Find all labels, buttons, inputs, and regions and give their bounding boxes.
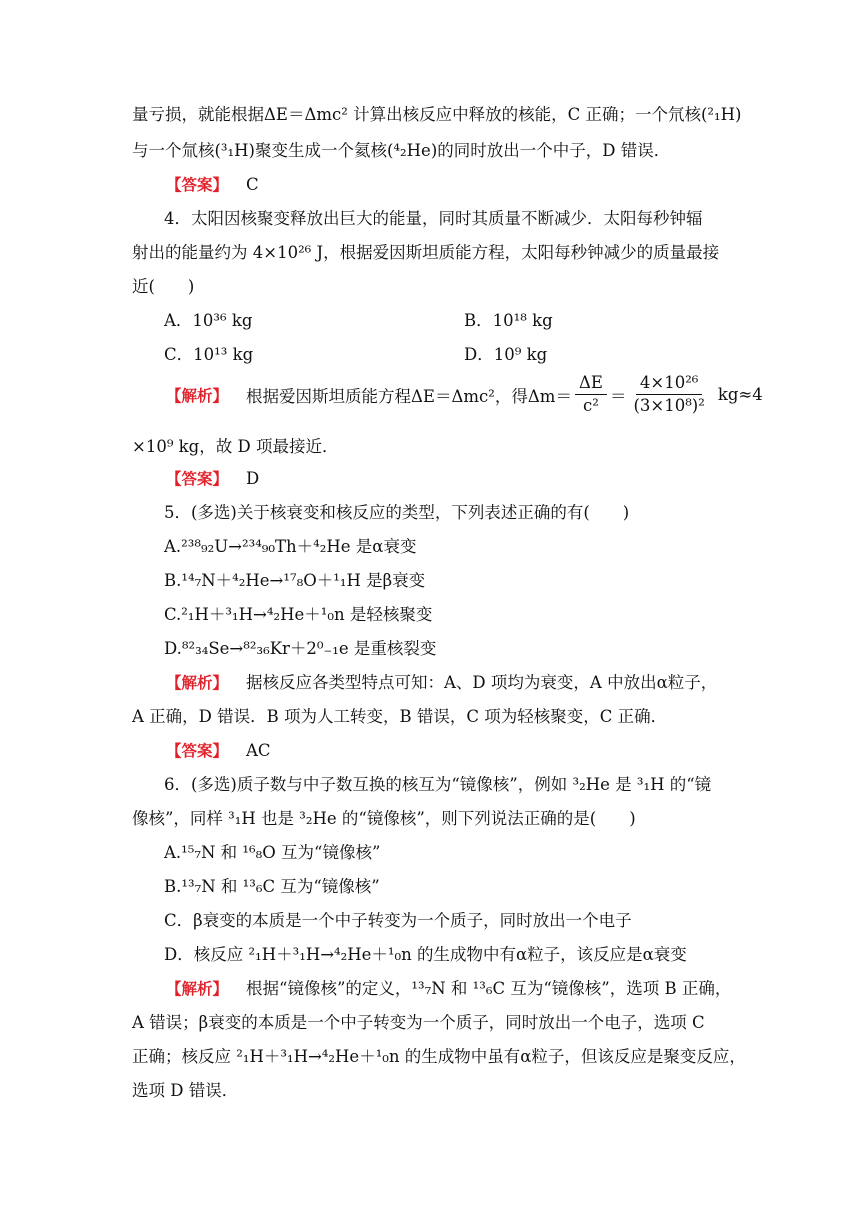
answer-tag: 【答案】 [166, 176, 229, 194]
q5-analysis-line-2: A 正确，D 错误．B 项为人工转变，B 错误，C 项为轻核聚变，C 正确． [132, 707, 668, 726]
intro-line-2: 与一个氚核(³₁H)聚变生成一个氦核(⁴₂He)的同时放出一个中子，D 错误． [132, 141, 671, 160]
q4-analysis-text: 根据爱因斯坦质能方程ΔE＝Δmc²，得Δm＝ [246, 386, 572, 406]
q4-analysis-row [166, 374, 763, 415]
q3-answer: C [246, 175, 259, 194]
q6-option-b: B.¹³₇N 和 ¹³₆C 互为“镜像核” [164, 877, 380, 896]
q5-option-a: A.²³⁸₉₂U→²³⁴₉₀Th＋⁴₂He 是α衰变 [164, 537, 417, 556]
q6-stem-line-1: 6．(多选)质子数与中子数互换的核互为“镜像核”，例如 ³₂He 是 ³₁H 的“镜 [164, 775, 712, 794]
q6-stem-line-2: 像核”，同样 ³₁H 也是 ³₂He 的“镜像核”，则下列说法正确的是( ) [132, 809, 636, 828]
q6-analysis-line-3: 正确；核反应 ²₁H＋³₁H→⁴₂He＋¹₀n 的生成物中虽有α粒子，但该反应是聚变反应， [132, 1047, 746, 1066]
q5-analysis-row [166, 672, 717, 694]
q4-stem-line-3: 近( ) [132, 277, 195, 296]
q4-option-d: D．10⁹ kg [464, 345, 548, 364]
q6-analysis-line-1: 根据“镜像核”的定义，¹³₇N 和 ¹³₆C 互为“镜像核”，选项 B 正确， [246, 979, 732, 998]
q4-option-c: C．10¹³ kg [164, 345, 254, 364]
q5-stem: 5．(多选)关于核衰变和核反应的类型，下列表述正确的有( ) [164, 503, 630, 522]
q4-analysis-line-2: ×10⁹ kg，故 D 项最接近． [132, 437, 339, 456]
q5-answer: AC [246, 741, 271, 760]
q5-option-c: C.²₁H＋³₁H→⁴₂He＋¹₀n 是轻核聚变 [164, 605, 433, 624]
intro-line-1: 量亏损，就能根据ΔE＝Δmc² 计算出核反应中释放的核能，C 正确；一个氘核(²₁H) [132, 105, 742, 124]
fraction-energy-over-c2 [629, 374, 708, 415]
q4-analysis-result: kg≈4 [717, 385, 763, 404]
q4-answer-row [166, 468, 259, 490]
fraction-denominator: c² [583, 396, 599, 415]
q5-analysis-line-1: 据核反应各类型特点可知：A、D 项均为衰变，A 中放出α粒子， [246, 673, 718, 692]
q4-stem-line-1: 4．太阳因核聚变释放出巨大的能量，同时其质量不断减少．太阳每秒钟辐 [164, 209, 703, 228]
q6-option-a: A.¹⁵₇N 和 ¹⁶₈O 互为“镜像核” [164, 843, 381, 862]
fraction-denominator: (3×10⁸)² [633, 396, 705, 415]
q6-option-d: D．核反应 ²₁H＋³₁H→⁴₂He＋¹₀n 的生成物中有α粒子，该反应是α衰变 [164, 945, 687, 964]
q3-answer-row [166, 174, 259, 196]
q5-option-d: D.⁸²₃₄Se→⁸²₃₆Kr＋2⁰₋₁e 是重核裂变 [164, 639, 437, 658]
q6-option-c: C．β衰变的本质是一个中子转变为一个质子，同时放出一个电子 [164, 911, 632, 930]
answer-tag: 【答案】 [166, 470, 229, 488]
q4-option-a: A．10³⁶ kg [164, 311, 253, 330]
fraction-delta-e-over-c2 [575, 374, 607, 415]
q5-option-b: B.¹⁴₇N＋⁴₂He→¹⁷₈O＋¹₁H 是β衰变 [164, 571, 426, 590]
q6-analysis-line-2: A 错误；β衰变的本质是一个中子转变为一个质子，同时放出一个电子，选项 C [132, 1013, 705, 1032]
q4-stem-line-2: 射出的能量约为 4×10²⁶ J，根据爱因斯坦质能方程，太阳每秒钟减少的质量最接 [132, 243, 720, 262]
q6-analysis-line-4: 选项 D 错误． [132, 1081, 239, 1100]
analysis-tag: 【解析】 [166, 386, 229, 405]
equals-sign: ＝ [609, 386, 627, 406]
q6-analysis-row [166, 978, 731, 1000]
q4-option-b: B．10¹⁸ kg [464, 311, 553, 330]
analysis-tag: 【解析】 [166, 980, 229, 998]
q5-answer-row [166, 740, 271, 762]
fraction-numerator: 4×10²⁶ [636, 374, 703, 395]
analysis-tag: 【解析】 [166, 674, 229, 692]
answer-tag: 【答案】 [166, 742, 229, 760]
q4-answer: D [246, 469, 260, 488]
fraction-numerator: ΔE [575, 374, 607, 395]
